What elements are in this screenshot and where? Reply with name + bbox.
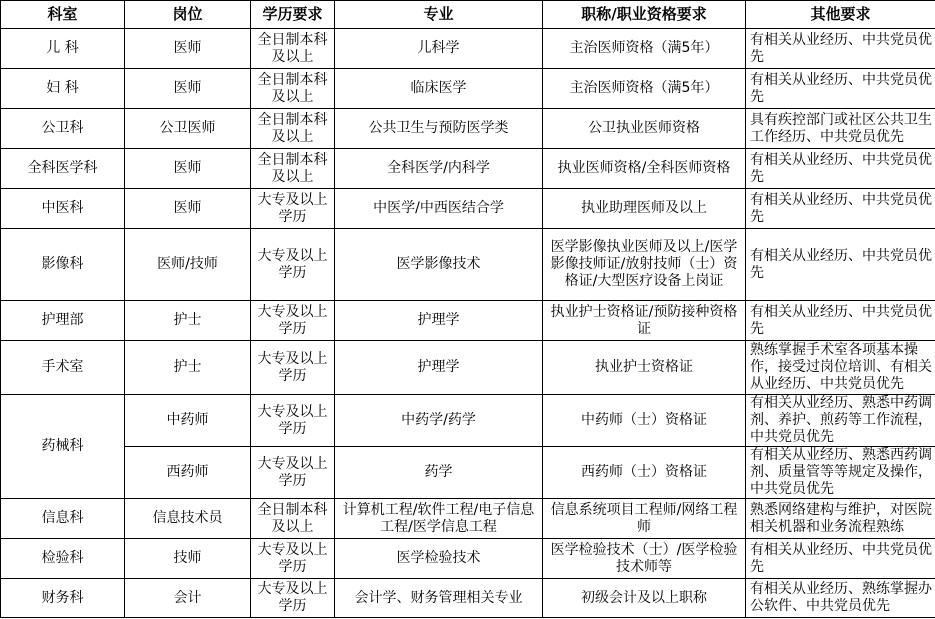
post-cell: 信息技术员 xyxy=(125,499,251,539)
title-cell: 西药师（士）资格证 xyxy=(543,447,746,499)
other-cell: 有相关从业经历、中共党员优先 xyxy=(746,29,935,69)
table-row xyxy=(1,499,935,539)
header-post: 岗位 xyxy=(125,1,251,29)
major-cell: 临床医学 xyxy=(335,69,543,109)
post-cell: 中药师 xyxy=(125,395,251,447)
table-row xyxy=(1,189,935,229)
table-row xyxy=(1,539,935,579)
dept-cell: 影像科 xyxy=(1,229,125,301)
major-cell: 会计学、财务管理相关专业 xyxy=(335,579,543,618)
edu-cell: 大专及以上学历 xyxy=(251,539,335,579)
other-cell: 具有疾控部门或社区公共卫生工作经历、中共党员优先 xyxy=(746,109,935,149)
dept-cell: 手术室 xyxy=(1,341,125,395)
edu-cell: 大专及以上学历 xyxy=(251,229,335,301)
dept-cell: 护理部 xyxy=(1,301,125,341)
title-cell: 医学影像执业医师及以上/医学影像技师证/放射技师（士）资格证/大型医疗设备上岗证 xyxy=(543,229,746,301)
edu-cell: 全日制本科及以上 xyxy=(251,109,335,149)
title-cell: 初级会计及以上职称 xyxy=(543,579,746,618)
post-cell: 护士 xyxy=(125,341,251,395)
dept-cell: 财务科 xyxy=(1,579,125,618)
header-title: 职称/职业资格要求 xyxy=(543,1,746,29)
dept-cell: 公卫科 xyxy=(1,109,125,149)
title-cell: 执业医师资格/全科医师资格 xyxy=(543,149,746,189)
major-cell: 公共卫生与预防医学类 xyxy=(335,109,543,149)
other-cell: 有相关从业经历、熟悉西药调剂、质量管等等规定及操作，中共党员优先 xyxy=(746,447,935,499)
title-cell: 执业护士资格证 xyxy=(543,341,746,395)
edu-cell: 全日制本科及以上 xyxy=(251,69,335,109)
post-cell: 会计 xyxy=(125,579,251,618)
major-cell: 中医学/中西医结合学 xyxy=(335,189,543,229)
post-cell: 医师 xyxy=(125,189,251,229)
dept-cell: 检验科 xyxy=(1,539,125,579)
table-row xyxy=(1,109,935,149)
post-cell: 公卫医师 xyxy=(125,109,251,149)
post-cell: 技师 xyxy=(125,539,251,579)
header-edu: 学历要求 xyxy=(251,1,335,29)
other-cell: 有相关从业经历、熟练掌握办公软件、中共党员优先 xyxy=(746,579,935,618)
title-cell: 信息系统项目工程师/网络工程师 xyxy=(543,499,746,539)
other-cell: 有相关从业经历、中共党员优先 xyxy=(746,69,935,109)
edu-cell: 全日制本科及以上 xyxy=(251,499,335,539)
table-row xyxy=(1,149,935,189)
edu-cell: 大专及以上学历 xyxy=(251,189,335,229)
header-dept: 科室 xyxy=(1,1,125,29)
other-cell: 有相关从业经历、熟悉中药调剂、养护、煎药等工作流程，中共党员优先 xyxy=(746,395,935,447)
major-cell: 护理学 xyxy=(335,301,543,341)
dept-cell-merged: 药械科 xyxy=(1,395,125,499)
title-cell: 主治医师资格（满5年） xyxy=(543,69,746,109)
other-cell: 熟悉网络建构与维护，对医院相关机器和业务流程熟练 xyxy=(746,499,935,539)
edu-cell: 大专及以上学历 xyxy=(251,301,335,341)
edu-cell: 大专及以上学历 xyxy=(251,447,335,499)
edu-cell: 大专及以上学历 xyxy=(251,579,335,618)
header-other: 其他要求 xyxy=(746,1,935,29)
dept-cell: 全科医学科 xyxy=(1,149,125,189)
header-major: 专业 xyxy=(335,1,543,29)
other-cell: 有相关从业经历、中共党员优先 xyxy=(746,301,935,341)
title-cell: 医学检验技术（士）/医学检验技术师等 xyxy=(543,539,746,579)
dept-cell: 信息科 xyxy=(1,499,125,539)
other-cell: 有相关从业经历、中共党员优先 xyxy=(746,189,935,229)
table-row xyxy=(1,579,935,618)
other-cell: 有相关从业经历、中共党员优先 xyxy=(746,539,935,579)
dept-cell: 中医科 xyxy=(1,189,125,229)
edu-cell: 全日制本科及以上 xyxy=(251,149,335,189)
edu-cell: 大专及以上学历 xyxy=(251,341,335,395)
title-cell: 公卫执业医师资格 xyxy=(543,109,746,149)
table-row xyxy=(1,229,935,301)
dept-cell: 儿 科 xyxy=(1,29,125,69)
other-cell: 有相关从业经历、中共党员优先 xyxy=(746,229,935,301)
post-cell: 医师/技师 xyxy=(125,229,251,301)
table-row xyxy=(1,341,935,395)
post-cell: 西药师 xyxy=(125,447,251,499)
major-cell: 中药学/药学 xyxy=(335,395,543,447)
major-cell: 护理学 xyxy=(335,341,543,395)
title-cell: 主治医师资格（满5年） xyxy=(543,29,746,69)
post-cell: 医师 xyxy=(125,69,251,109)
major-cell: 计算机工程/软件工程/电子信息工程/医学信息工程 xyxy=(335,499,543,539)
dept-cell: 妇 科 xyxy=(1,69,125,109)
table-row xyxy=(1,301,935,341)
edu-cell: 全日制本科及以上 xyxy=(251,29,335,69)
post-cell: 医师 xyxy=(125,29,251,69)
major-cell: 药学 xyxy=(335,447,543,499)
post-cell: 护士 xyxy=(125,301,251,341)
title-cell: 中药师（士）资格证 xyxy=(543,395,746,447)
header-row xyxy=(1,1,935,29)
edu-cell: 大专及以上学历 xyxy=(251,395,335,447)
major-cell: 全科医学/内科学 xyxy=(335,149,543,189)
other-cell: 熟练掌握手术室各项基本操作，接受过岗位培训、有相关从业经历、中共党员优先 xyxy=(746,341,935,395)
major-cell: 医学影像技术 xyxy=(335,229,543,301)
table-row xyxy=(1,395,935,447)
table-row xyxy=(1,69,935,109)
table-row xyxy=(1,447,935,499)
other-cell: 有相关从业经历、中共党员优先 xyxy=(746,149,935,189)
major-cell: 医学检验技术 xyxy=(335,539,543,579)
table-row xyxy=(1,29,935,69)
title-cell: 执业护士资格证/预防接种资格证 xyxy=(543,301,746,341)
post-cell: 医师 xyxy=(125,149,251,189)
major-cell: 儿科学 xyxy=(335,29,543,69)
title-cell: 执业助理医师及以上 xyxy=(543,189,746,229)
